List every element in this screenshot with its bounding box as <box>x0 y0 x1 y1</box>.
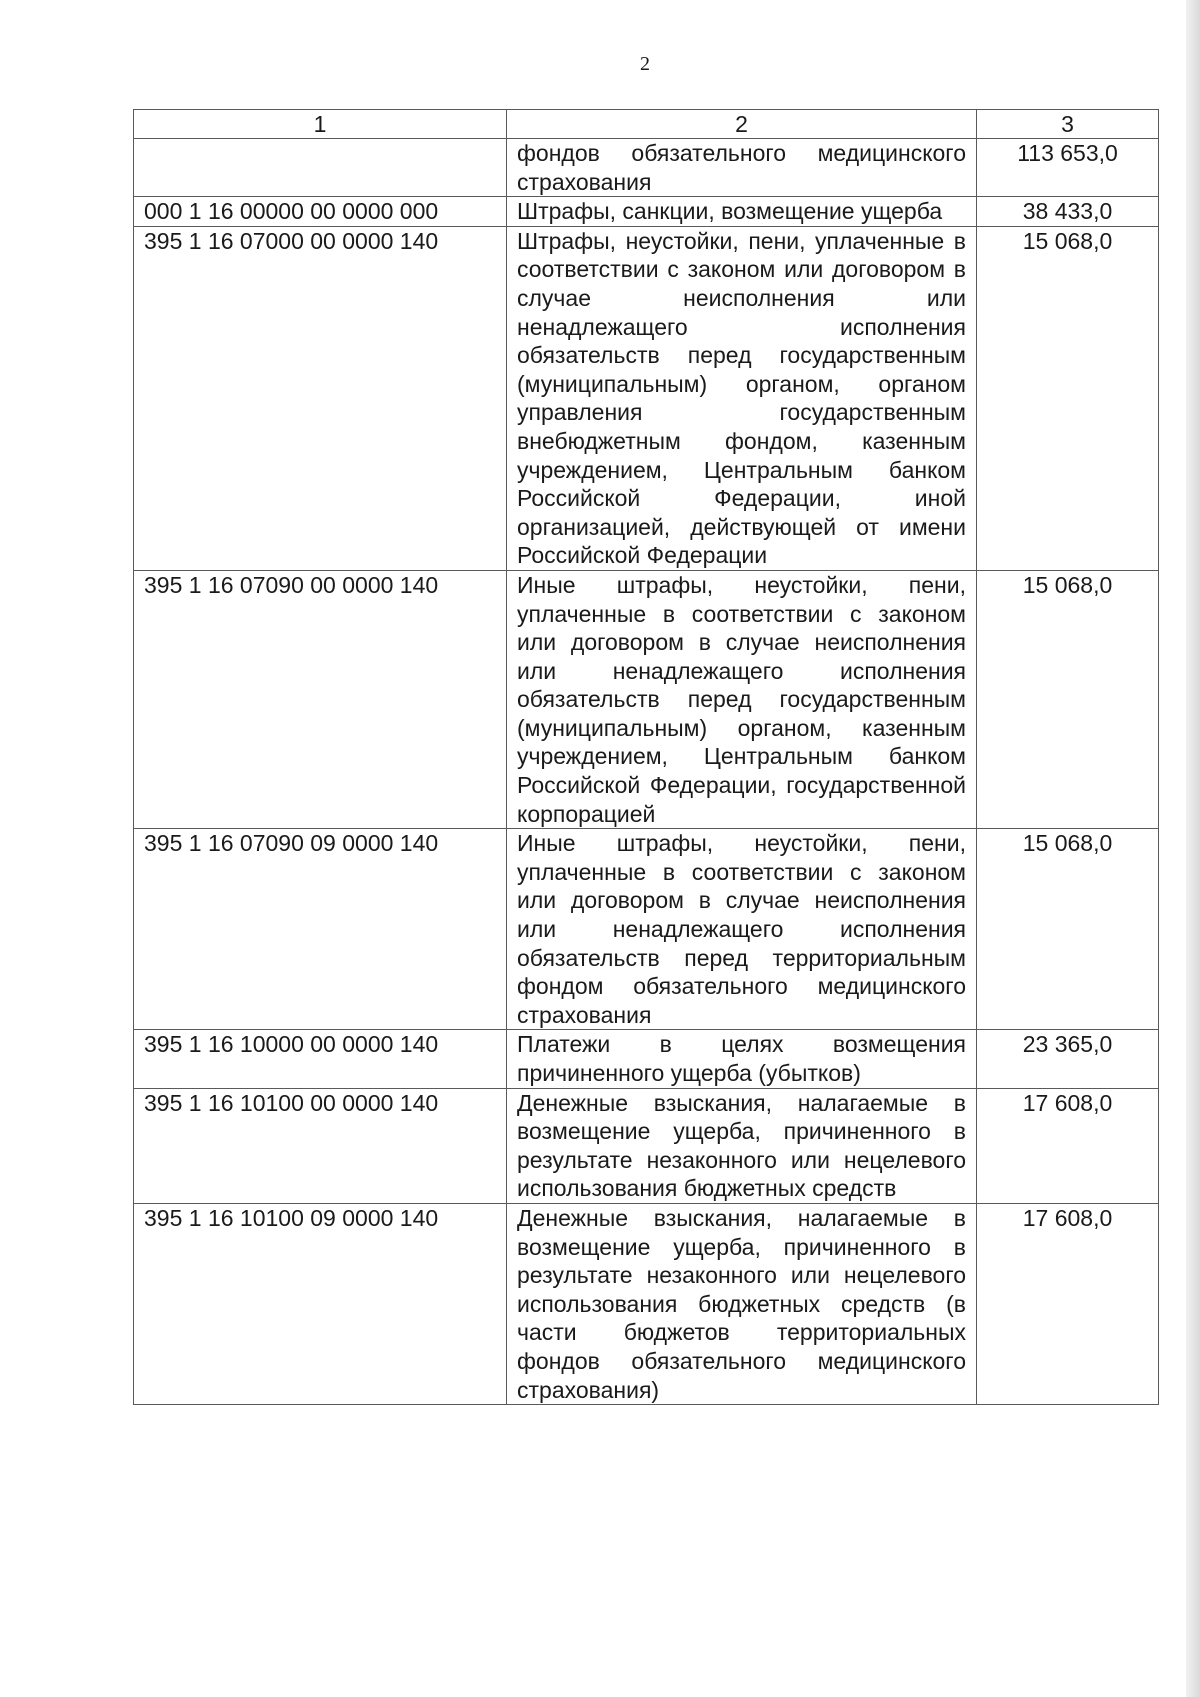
revenue-amount: 23 365,0 <box>977 1030 1159 1088</box>
column-header-amount: 3 <box>977 110 1159 139</box>
revenue-name: фондов обязательного медицинского страхования <box>507 139 977 197</box>
table-row <box>134 1030 1159 1088</box>
table-row <box>134 570 1159 828</box>
revenue-amount: 17 608,0 <box>977 1088 1159 1203</box>
table-row <box>134 139 1159 197</box>
classification-code <box>134 139 507 197</box>
table-row <box>134 829 1159 1030</box>
revenue-name: Иные штрафы, неустойки, пени, уплаченные в соответствии с законом или договором в случае неисполнения или ненадлежащего исполнения обязательств перед государственным (муниципальным) органом, казенным учреждением, Центральным банком Российской Федерации, государственной корпорацией <box>507 570 977 828</box>
revenue-amount: 15 068,0 <box>977 829 1159 1030</box>
revenue-name: Штрафы, неустойки, пени, уплаченные в соответствии с законом или договором в случае неисполнения или ненадлежащего исполнения обязательств перед государственным (муниципальным) органом, органом управления государственным внебюджетным фондом, казенным учреждением, Центральным банком Российской Федерации, иной организацией, действующей от имени Российской Федерации <box>507 226 977 570</box>
classification-code: 395 1 16 07000 00 0000 140 <box>134 226 507 570</box>
table-row <box>134 226 1159 570</box>
table-row <box>134 1088 1159 1203</box>
table-header-row <box>134 110 1159 139</box>
classification-code: 000 1 16 00000 00 0000 000 <box>134 197 507 227</box>
table-row <box>134 197 1159 227</box>
classification-code: 395 1 16 07090 00 0000 140 <box>134 570 507 828</box>
classification-code: 395 1 16 10000 00 0000 140 <box>134 1030 507 1088</box>
classification-code: 395 1 16 10100 00 0000 140 <box>134 1088 507 1203</box>
revenue-amount: 38 433,0 <box>977 197 1159 227</box>
page-edge-shadow <box>1186 0 1200 1697</box>
table-row <box>134 1203 1159 1404</box>
column-header-name: 2 <box>507 110 977 139</box>
page-number: 2 <box>640 53 650 75</box>
revenue-name: Платежи в целях возмещения причиненного ущерба (убытков) <box>507 1030 977 1088</box>
revenue-amount: 15 068,0 <box>977 570 1159 828</box>
revenue-amount: 113 653,0 <box>977 139 1159 197</box>
revenue-amount: 15 068,0 <box>977 226 1159 570</box>
revenue-name: Денежные взыскания, налагаемые в возмещение ущерба, причиненного в результате незаконного или нецелевого использования бюджетных средств (в части бюджетов территориальных фондов обязательного медицинского страхования) <box>507 1203 977 1404</box>
revenue-amount: 17 608,0 <box>977 1203 1159 1404</box>
revenue-name: Штрафы, санкции, возмещение ущерба <box>507 197 977 227</box>
column-header-code: 1 <box>134 110 507 139</box>
revenue-name: Денежные взыскания, налагаемые в возмещение ущерба, причиненного в результате незаконного или нецелевого использования бюджетных средств <box>507 1088 977 1203</box>
budget-revenue-table <box>133 109 1159 1405</box>
classification-code: 395 1 16 07090 09 0000 140 <box>134 829 507 1030</box>
classification-code: 395 1 16 10100 09 0000 140 <box>134 1203 507 1404</box>
revenue-name: Иные штрафы, неустойки, пени, уплаченные в соответствии с законом или договором в случае неисполнения или ненадлежащего исполнения обязательств перед территориальным фондом обязательного медицинского страхования <box>507 829 977 1030</box>
